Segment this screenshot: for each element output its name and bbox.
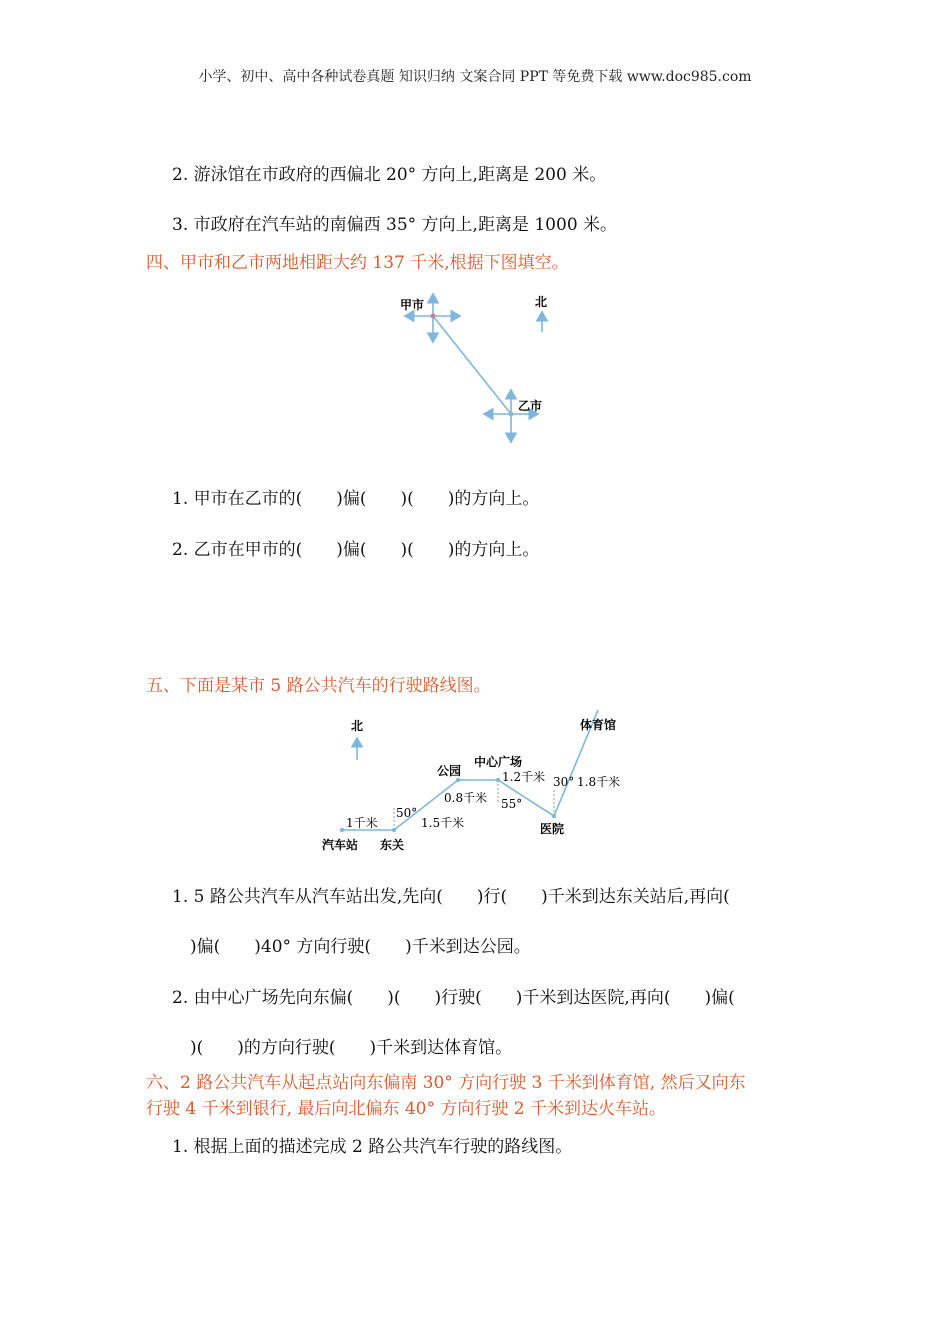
sec4-q2: 2. 乙市在甲市的( )偏( )( )的方向上。	[172, 540, 540, 560]
angle-label: 30°	[553, 775, 575, 789]
jia-yi-line	[433, 316, 511, 414]
distance-label: 1.5千米	[421, 816, 465, 830]
distance-label: 0.8千米	[444, 791, 488, 805]
angle-label: 55°	[501, 797, 523, 811]
city-yi-label: 乙市	[518, 399, 543, 413]
sec6-q1: 1. 根据上面的描述完成 2 路公共汽车行驶的路线图。	[172, 1137, 573, 1157]
north-label: 北	[535, 295, 548, 309]
distance-label: 1千米	[346, 816, 378, 830]
station-label: 公园	[437, 764, 462, 778]
sec5-q1-line2: )偏( )40° 方向行驶( )千米到达公园。	[190, 937, 531, 957]
sec4-title: 四、甲市和乙市两地相距大约 137 千米,根据下图填空。	[146, 253, 569, 273]
north-label: 北	[351, 719, 364, 733]
sec5-q2-line1: 2. 由中心广场先向东偏( )( )行驶( )千米到达医院,再向( )偏(	[172, 988, 735, 1008]
city-jia-label: 甲市	[400, 298, 425, 312]
sec5-route-map	[0, 710, 950, 860]
sec5-q2-line2: )( )的方向行驶( )千米到达体育馆。	[190, 1038, 513, 1058]
sec3-item-3: 3. 市政府在汽车站的南偏西 35° 方向上,距离是 1000 米。	[172, 215, 618, 235]
sec4-q1: 1. 甲市在乙市的( )偏( )( )的方向上。	[172, 489, 540, 509]
sec5-q1-line1: 1. 5 路公共汽车从汽车站出发,先向( )行( )千米到达东关站后,再向(	[172, 887, 730, 907]
distance-label: 1.8千米	[577, 775, 621, 789]
sec3-item-2: 2. 游泳馆在市政府的西偏北 20° 方向上,距离是 200 米。	[172, 165, 607, 185]
sec4-direction-map	[0, 290, 950, 450]
distance-label: 1.2千米	[502, 770, 546, 784]
station-label: 体育馆	[580, 718, 617, 732]
station-label: 东关	[380, 838, 405, 852]
station-label: 医院	[540, 822, 565, 836]
sec6-title-line2: 行驶 4 千米到银行, 最后向北偏东 40° 方向行驶 2 千米到达火车站。	[146, 1099, 666, 1119]
route-line	[342, 710, 598, 830]
station-label: 汽车站	[322, 838, 359, 852]
station-label: 中心广场	[474, 755, 523, 769]
sec6-title-line1: 六、2 路公共汽车从起点站向东偏南 30° 方向行驶 3 千米到体育馆, 然后又向东	[146, 1073, 746, 1093]
page-header: 小学、初中、高中各种试卷真题 知识归纳 文案合同 PPT 等免费下载 www.doc985.com	[198, 69, 752, 85]
sec5-title: 五、下面是某市 5 路公共汽车的行驶路线图。	[146, 676, 491, 696]
angle-label: 50°	[396, 806, 418, 820]
